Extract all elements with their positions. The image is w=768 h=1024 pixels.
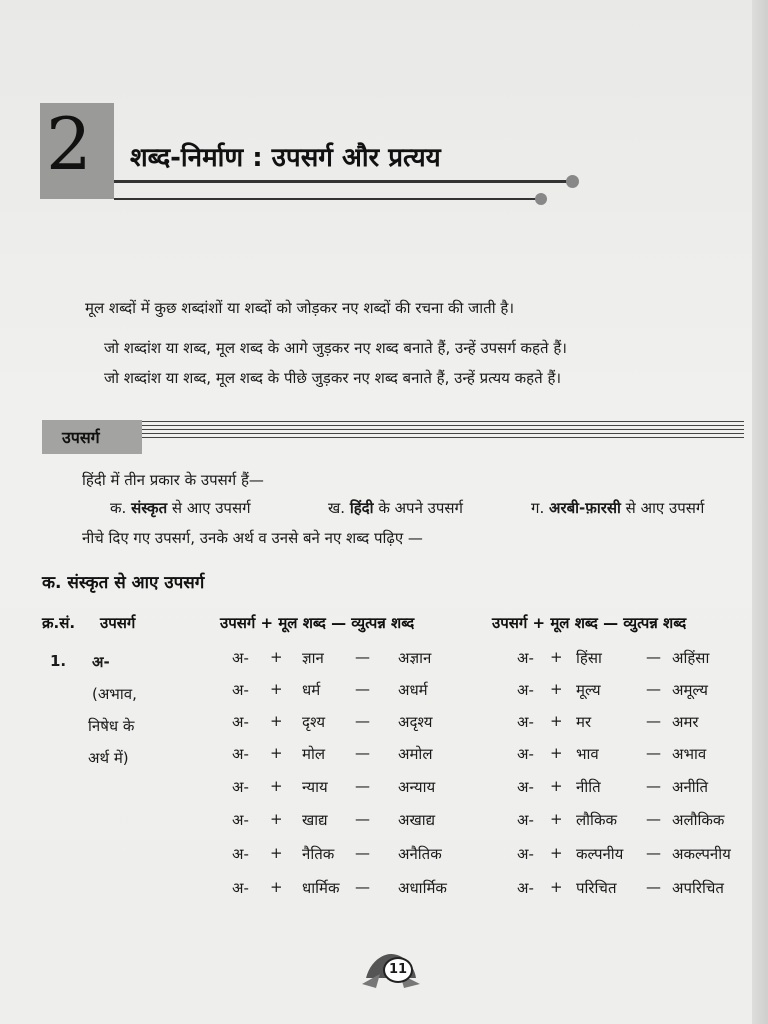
right-derived: अभाव	[672, 745, 707, 763]
plus-left: +	[270, 844, 283, 862]
type-b	[328, 498, 463, 518]
plus-left: +	[270, 712, 283, 730]
plus-left: +	[270, 878, 283, 896]
row-serial: 1.	[50, 652, 67, 670]
right-root: परिचित	[576, 879, 617, 897]
left-prefix: अ-	[232, 681, 249, 699]
section-staff-lines	[142, 421, 744, 441]
left-root: नैतिक	[302, 845, 335, 863]
right-derived: अमर	[672, 713, 699, 731]
plus-right: +	[550, 810, 563, 828]
subheading-sanskrit: क. संस्कृत से आए उपसर्ग	[42, 573, 205, 593]
dash-left: —	[355, 810, 370, 828]
type-a-bold: संस्कृत	[131, 499, 168, 517]
type-c-prefix: ग.	[531, 499, 545, 517]
section-label: उपसर्ग	[62, 428, 100, 447]
left-prefix: अ-	[232, 713, 249, 731]
type-b-rest: के अपने उपसर्ग	[378, 499, 463, 517]
plus-left: +	[270, 810, 283, 828]
right-derived: अलौकिक	[672, 811, 725, 829]
right-root: मूल्य	[576, 681, 601, 699]
header-serial: क्र.सं.	[42, 614, 76, 632]
left-root: खाद्य	[302, 811, 328, 829]
header-prefix: उपसर्ग	[100, 614, 136, 632]
right-prefix: अ-	[517, 745, 534, 763]
type-c-rest: से आए उपसर्ग	[625, 499, 705, 517]
plus-right: +	[550, 844, 563, 862]
right-derived: अनीति	[672, 778, 709, 796]
dash-right: —	[646, 878, 661, 896]
left-root: धार्मिक	[302, 879, 340, 897]
dash-right: —	[646, 744, 661, 762]
title-underline-dot-bottom	[535, 193, 547, 205]
chapter-title: शब्द-निर्माण : उपसर्ग और प्रत्यय	[130, 143, 441, 173]
right-derived: अकल्पनीय	[672, 845, 731, 863]
right-derived: अहिंसा	[672, 649, 710, 667]
meaning-line-3: अर्थ में)	[88, 749, 129, 767]
dash-left: —	[355, 844, 370, 862]
plus-right: +	[550, 680, 563, 698]
dash-left: —	[355, 648, 370, 666]
header-formula-right: उपसर्ग + मूल शब्द — व्युत्पन्न शब्द	[492, 614, 687, 632]
meaning-line-1: (अभाव,	[92, 685, 137, 703]
intro-line-1: मूल शब्दों में कुछ शब्दांशों या शब्दों को जोड़कर नए शब्दों की रचना की जाती है।	[85, 299, 515, 317]
intro-line-3: जो शब्दांश या शब्द, मूल शब्द के पीछे जुड़कर नए शब्द बनाते हैं, उन्हें प्रत्यय कहते हैं।	[104, 369, 562, 387]
dash-right: —	[646, 844, 661, 862]
type-b-bold: हिंदी	[349, 499, 374, 517]
title-underline-dot-top	[566, 175, 579, 188]
dash-right: —	[646, 648, 661, 666]
right-prefix: अ-	[517, 811, 534, 829]
left-prefix: अ-	[232, 778, 249, 796]
right-prefix: अ-	[517, 681, 534, 699]
type-a	[110, 498, 251, 518]
type-a-rest: से आए उपसर्ग	[171, 499, 251, 517]
row-prefix: अ-	[92, 653, 110, 671]
instruction-line: नीचे दिए गए उपसर्ग, उनके अर्थ व उनसे बने नए शब्द पढ़िए —	[82, 529, 423, 547]
dash-right: —	[646, 810, 661, 828]
left-prefix: अ-	[232, 811, 249, 829]
title-underline-bottom	[114, 198, 542, 200]
type-a-prefix: क.	[110, 499, 127, 517]
left-prefix: अ-	[232, 845, 249, 863]
left-derived: अखाद्य	[398, 811, 436, 829]
dash-left: —	[355, 712, 370, 730]
left-derived: अमोल	[398, 745, 433, 763]
right-prefix: अ-	[517, 649, 534, 667]
left-prefix: अ-	[232, 745, 249, 763]
right-root: लौकिक	[576, 811, 617, 829]
left-root: धर्म	[302, 681, 321, 699]
intro-line-2: जो शब्दांश या शब्द, मूल शब्द के आगे जुड़कर नए शब्द बनाते हैं, उन्हें उपसर्ग कहते हैं।	[104, 339, 567, 357]
right-prefix: अ-	[517, 713, 534, 731]
right-root: कल्पनीय	[576, 845, 624, 863]
left-root: दृश्य	[302, 713, 326, 731]
left-derived: अदृश्य	[398, 713, 433, 731]
dash-left: —	[355, 878, 370, 896]
plus-right: +	[550, 777, 563, 795]
plus-right: +	[550, 712, 563, 730]
left-root: ज्ञान	[302, 649, 324, 667]
left-root: मोल	[302, 745, 326, 763]
page-edge-shadow	[752, 0, 768, 1024]
left-derived: अज्ञान	[398, 649, 432, 667]
left-prefix: अ-	[232, 879, 249, 897]
right-derived: अपरिचित	[672, 879, 724, 897]
right-derived: अमूल्य	[672, 681, 708, 699]
dash-right: —	[646, 777, 661, 795]
left-derived: अनैतिक	[398, 845, 442, 863]
dash-right: —	[646, 712, 661, 730]
left-derived: अधर्म	[398, 681, 428, 699]
page-number: 11	[383, 957, 413, 983]
left-derived: अन्याय	[398, 778, 436, 796]
right-root: भाव	[576, 745, 599, 763]
plus-left: +	[270, 680, 283, 698]
title-underline-top	[114, 180, 574, 183]
right-root: मर	[576, 713, 592, 731]
right-root: नीति	[576, 778, 601, 796]
right-prefix: अ-	[517, 879, 534, 897]
left-prefix: अ-	[232, 649, 249, 667]
type-c-bold: अरबी-फ़ारसी	[549, 499, 621, 517]
dash-left: —	[355, 777, 370, 795]
right-prefix: अ-	[517, 845, 534, 863]
type-c	[531, 498, 704, 518]
right-root: हिंसा	[576, 649, 602, 667]
dash-left: —	[355, 744, 370, 762]
left-root: न्याय	[302, 778, 328, 796]
plus-right: +	[550, 878, 563, 896]
chapter-number: 2	[46, 102, 92, 186]
header-formula-left: उपसर्ग + मूल शब्द — व्युत्पन्न शब्द	[220, 614, 415, 632]
type-b-prefix: ख.	[328, 499, 346, 517]
plus-left: +	[270, 777, 283, 795]
right-prefix: अ-	[517, 778, 534, 796]
plus-left: +	[270, 744, 283, 762]
left-derived: अधार्मिक	[398, 879, 447, 897]
plus-right: +	[550, 744, 563, 762]
meaning-line-2: निषेध के	[88, 717, 135, 735]
dash-left: —	[355, 680, 370, 698]
dash-right: —	[646, 680, 661, 698]
plus-left: +	[270, 648, 283, 666]
plus-right: +	[550, 648, 563, 666]
types-intro: हिंदी में तीन प्रकार के उपसर्ग हैं—	[82, 471, 264, 489]
